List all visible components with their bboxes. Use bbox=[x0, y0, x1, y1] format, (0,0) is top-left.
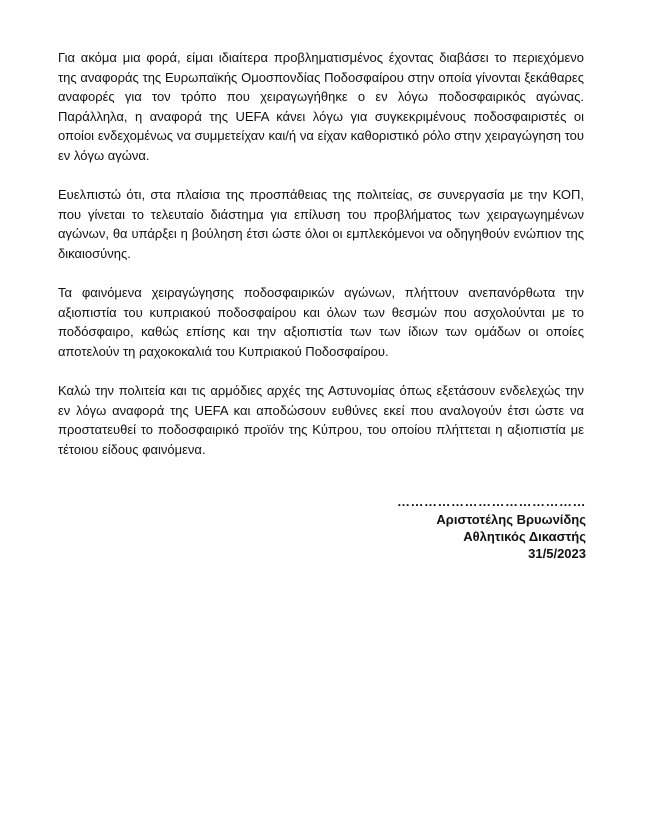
signature-block bbox=[397, 493, 586, 562]
statement-body bbox=[58, 48, 584, 479]
paragraph-1: Για ακόμα μια φορά, είμαι ιδιαίτερα προβληματισμένος έχοντας διαβάσει το περιεχόμενο της αναφοράς της Ευρωπαϊκής Ομοσπονδίας Ποδοσφαίρου στην οποία γίνονται ξεκάθαρες αναφορές για τον τρόπο που χειραγωγήθηκε ο εν λόγω ποδοσφαιρικός αγώνας. Παράλληλα, η αναφορά της UEFA κάνει λόγω για συγκεκριμένους ποδοσφαιριστές οι οποίοι ενδεχομένως να συμμετείχαν και/ή να είχαν καθοριστικό ρόλο στην χειραγώγηση του εν λόγω αγώνα. bbox=[58, 50, 584, 163]
paragraph-4: Καλώ την πολιτεία και τις αρμόδιες αρχές της Αστυνομίας όπως εξετάσουν ενδελεχώς την εν λόγω αναφορά της UEFA και αποδώσουν ευθύνες εκεί που αναλογούν έτσι ώστε να προστατευθεί το ποδοσφαιρικό προϊόν της Κύπρου, του οποίου πλήττεται η αξιοπιστία με τέτοιου είδους φαινόμενα. bbox=[58, 383, 584, 457]
paragraph-2: Ευελπιστώ ότι, στα πλαίσια της προσπάθειας της πολιτείας, σε συνεργασία με την ΚΟΠ, που γίνεται το τελευταίο διάστημα για επίλυση του προβλήματος των χειραγωγημένων αγώνων, θα υπάρξει η βούληση έτσι ώστε όλοι οι εμπλεκόμενοι να οδηγηθούν ενώπιον της δικαιοσύνης. bbox=[58, 187, 584, 261]
paragraph-3: Τα φαινόμενα χειραγώγησης ποδοσφαιρικών αγώνων, πλήττουν ανεπανόρθωτα την αξιοπιστία του κυπριακού ποδοσφαίρου και όλων των θεσμών που ασχολούνται με το ποδόσφαιρο, καθώς επίσης και την αξιοπιστία των των ίδιων των ομάδων οι οποίες αποτελούν τη ραχοκοκαλιά του Κυπριακού Ποδοσφαίρου. bbox=[58, 285, 584, 359]
signatory-title: Αθλητικός Δικαστής bbox=[463, 529, 586, 544]
signature-line: …………………………………… bbox=[397, 494, 586, 509]
signatory-name: Αριστοτέλης Βρυωνίδης bbox=[436, 512, 586, 527]
signature-date: 31/5/2023 bbox=[528, 546, 586, 561]
